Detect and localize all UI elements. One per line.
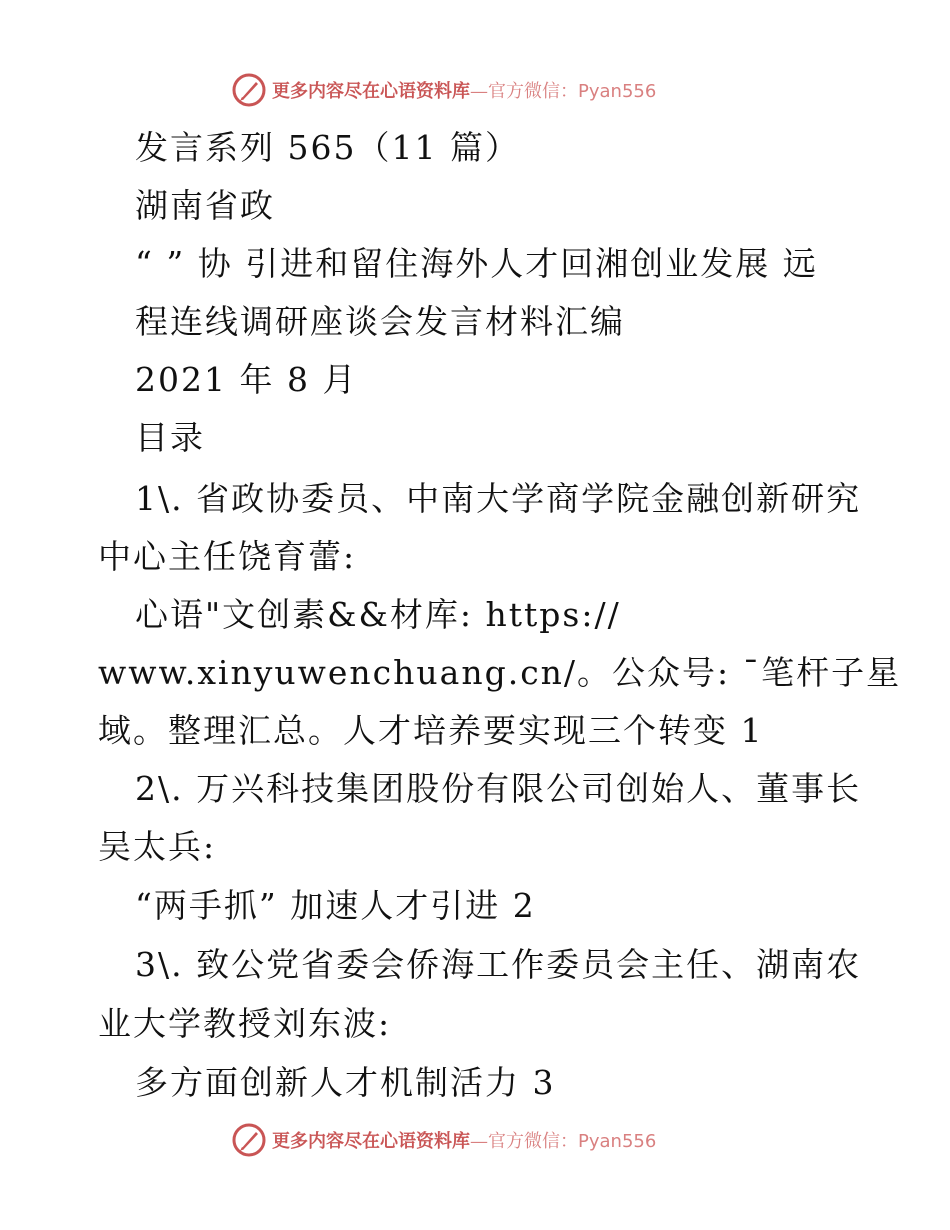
toc-heading: 目录	[135, 418, 205, 457]
footer-watermark	[232, 1122, 656, 1158]
quill-pen-logo-icon	[232, 73, 266, 107]
org-name: 湖南省政	[135, 186, 275, 225]
quill-pen-logo-icon	[232, 1123, 266, 1157]
toc-item-2-title: “两手抓” 加速人才引进 2	[135, 886, 536, 925]
source-note-line-2: www.xinyuwenchuang.cn/。公众号: ¯笔杆子星	[98, 653, 902, 692]
meeting-title-line-1: “ ” 协 引进和留住海外人才回湘创业发展 远	[135, 244, 818, 283]
document-date: 2021 年 8 月	[135, 360, 358, 399]
toc-item-3-title: 多方面创新人才机制活力 3	[135, 1063, 556, 1102]
meeting-title-line-2: 程连线调研座谈会发言材料汇编	[135, 302, 625, 341]
source-note-line-1: 心语"文创素&&材库: https://	[135, 595, 621, 634]
toc-item-3-line-2: 业大学教授刘东波:	[98, 1004, 392, 1043]
toc-item-1-title: 域。整理汇总。人才培养要实现三个转变 1	[98, 711, 764, 750]
toc-item-3-line-1: 3\. 致公党省委会侨海工作委员会主任、湖南农	[135, 945, 862, 984]
watermark-text: 更多内容尽在心语资料库—官方微信：Pyan556	[272, 81, 657, 102]
toc-item-1-line-1: 1\. 省政协委员、中南大学商学院金融创新研究	[135, 479, 862, 518]
toc-item-2-line-2: 吴太兵:	[98, 827, 217, 866]
toc-item-1-line-2: 中心主任饶育蕾:	[98, 537, 357, 576]
series-title: 发言系列 565（11 篇）	[135, 128, 520, 167]
toc-item-2-line-1: 2\. 万兴科技集团股份有限公司创始人、董事长	[135, 769, 862, 808]
watermark-text: 更多内容尽在心语资料库—官方微信：Pyan556	[272, 1131, 657, 1152]
header-watermark	[232, 72, 656, 108]
